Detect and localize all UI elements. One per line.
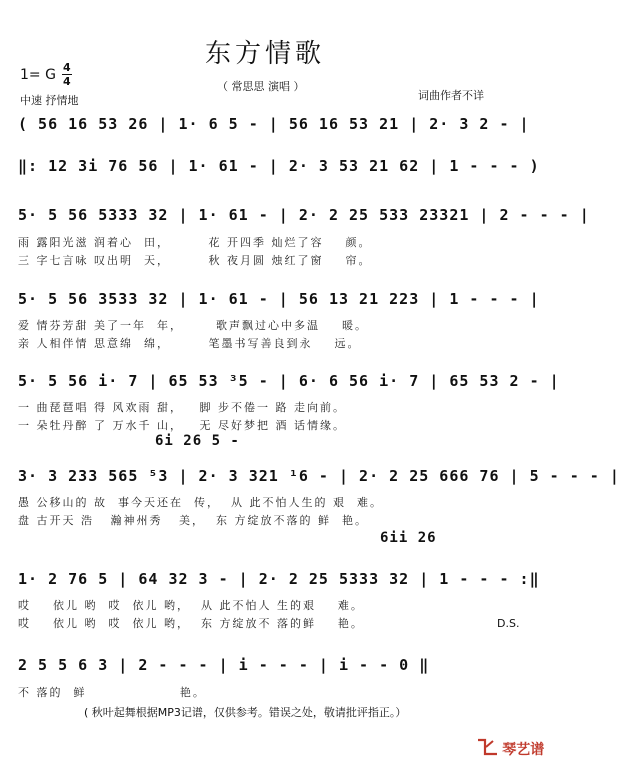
system-3-notes: 5· 5 56 5333 32 | 1· 61 - | 2· 2 25 533 23321 | 2 - - - | <box>18 206 590 224</box>
time-signature-top: 4 <box>63 61 71 74</box>
ossia-lower: 6ii 26 <box>380 530 437 546</box>
system-7-notes: 1· 2 76 5 | 64 32 3 - | 2· 2 25 5333 32 | 1 - - - :‖ <box>18 570 540 588</box>
system-6-lyrics-1: 愚 公移山的 故 事今天还在 传， 从 此不怕人生的 艰 难。 <box>18 496 383 509</box>
system-1-notes: ( 56 16 53 26 | 1· 6 5 - | 56 16 53 21 | 2· 3 2 - | <box>18 115 530 133</box>
time-signature-bottom: 4 <box>63 75 71 88</box>
system-5-lyrics-2: 一 朵牡丹醉 了 万水千 山， 无 尽好梦把 酒 话情缘。 <box>18 419 346 432</box>
system-5-lyrics-1: 一 曲琵琶唱 得 风欢雨 甜， 脚 步不倦一 路 走向前。 <box>18 401 346 414</box>
transcription-note: ( 秋叶起舞根据MP3记谱，仅供参考。错误之处，敬请批评指正。） <box>84 706 407 719</box>
performer: （ 常思思 演唱 ） <box>217 80 305 93</box>
credits: 词曲作者不详 <box>418 89 484 102</box>
system-7-lyrics-2: 哎 依儿 哟 哎 依儿 哟， 东 方绽放不 落的鲜 艳。 <box>18 617 364 630</box>
system-5-notes: 5· 5 56 i· 7 | 65 53 ³5 - | 6· 6 56 i· 7 | 65 53 2 - | <box>18 372 560 390</box>
system-3-lyrics-1: 雨 露阳光滋 润着心 田， 花 开四季 灿烂了容 颜。 <box>18 236 372 249</box>
system-4-lyrics-1: 爱 情芬芳甜 美了一年 年， 歌声飘过心中多温 暖。 <box>18 319 368 332</box>
system-4-notes: 5· 5 56 3533 32 | 1· 61 - | 56 13 21 223 | 1 - - - | <box>18 290 540 308</box>
tempo-marking: 中速 抒情地 <box>20 94 79 107</box>
ossia-upper: 6i 26 5 - <box>155 433 240 449</box>
system-8-lyrics-1: 不 落的 鲜 艳。 <box>18 686 206 699</box>
logo <box>455 719 544 779</box>
ds-marking: D.S. <box>497 617 520 630</box>
system-8-notes: 2 5 5 6 3 | 2 - - - | i - - - | i - - 0 ‖ <box>18 656 430 674</box>
system-7-lyrics-1: 哎 依儿 哟 哎 依儿 哟， 从 此不怕人 生的艰 难。 <box>18 599 364 612</box>
qinyipu-logo-icon <box>455 719 499 779</box>
system-2-notes: ‖: 12 3i 76 56 | 1· 61 - | 2· 3 53 21 62 | 1 - - - ) <box>18 157 540 175</box>
logo-text: 琴艺谱 <box>502 742 545 758</box>
key-signature: 1= G <box>20 67 56 83</box>
song-title: 东方情歌 <box>205 39 326 69</box>
system-4-lyrics-2: 亲 人相伴情 思意绵 绵， 笔墨书写善良到永 远。 <box>18 337 361 350</box>
system-6-lyrics-2: 盘 古开天 浩 瀚神州秀 美， 东 方绽放不落的 鲜 艳。 <box>18 514 368 527</box>
system-3-lyrics-2: 三 字七言咏 叹出明 天， 秋 夜月圆 烛红了窗 帘。 <box>18 254 372 267</box>
system-6-notes: 3· 3 233 565 ⁵3 | 2· 3 321 ¹6 - | 2· 2 25 666 76 | 5 - - - | <box>18 467 620 485</box>
